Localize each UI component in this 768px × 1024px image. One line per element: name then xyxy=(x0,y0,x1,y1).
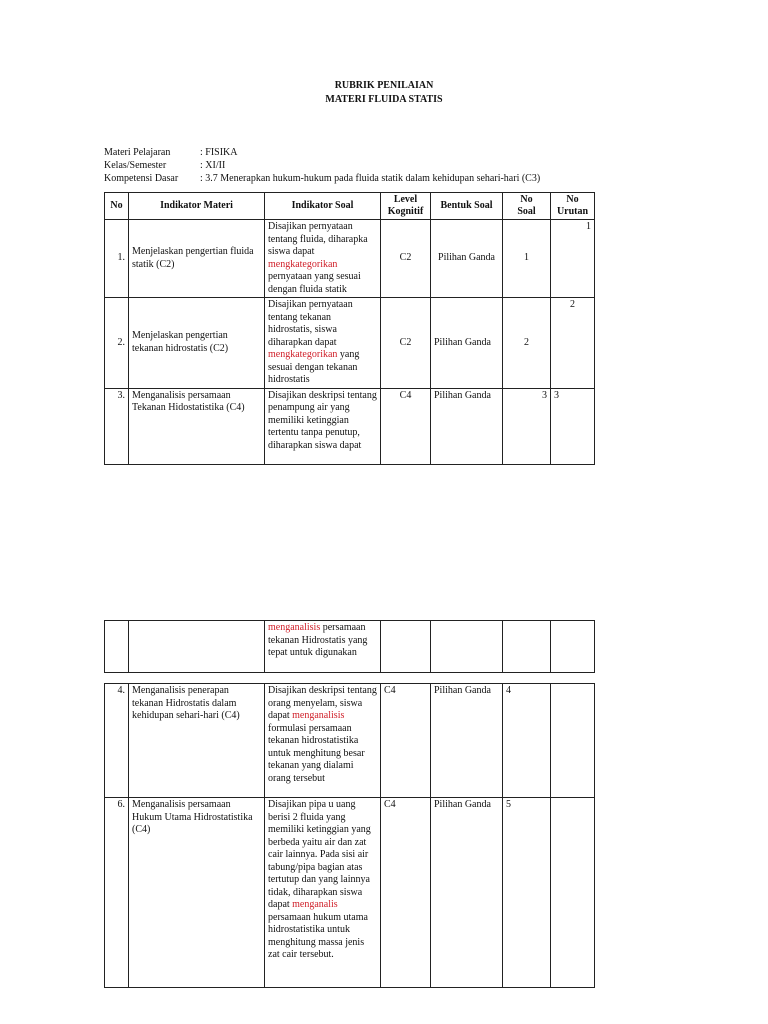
row-no: 1. xyxy=(105,220,129,298)
table-row xyxy=(105,621,595,673)
meta-competency-value: : 3.7 Menerapkan hukum-hukum pada fluida statik dalam kehidupan sehari-hari (C3) xyxy=(200,173,541,184)
row-indikator-materi: Menjelaskan pengertian tekanan hidrostatis (C2) xyxy=(129,298,265,389)
rubric-table-part-2 xyxy=(104,683,595,988)
meta-competency xyxy=(104,172,540,185)
row-no-soal: 2 xyxy=(503,298,551,389)
meta-subject-label: Materi Pelajaran xyxy=(104,147,171,158)
row-no-soal: 3 xyxy=(503,388,551,464)
row-bentuk-soal: Pilihan Ganda xyxy=(431,798,503,988)
row-level: C2 xyxy=(381,298,431,389)
row-indikator-materi: Menganalisis penerapan tekanan Hidrostatis dalam kehidupan sehari-hari (C4) xyxy=(129,684,265,798)
row-indikator-soal: menganalisis persamaan tekanan Hidrostatis yang tepat untuk digunakan xyxy=(265,621,381,673)
row-level: C2 xyxy=(381,220,431,298)
meta-subject-value: : FISIKA xyxy=(200,147,238,158)
row-no-soal: 5 xyxy=(503,798,551,988)
table-row xyxy=(105,388,595,464)
row-no-urutan: 3 xyxy=(551,388,595,464)
header-bentuk-soal: Bentuk Soal xyxy=(431,193,503,220)
row-indikator-materi: Menganalisis persamaan Tekanan Hidostatistika (C4) xyxy=(129,388,265,464)
row-no: 6. xyxy=(105,798,129,988)
rubric-table xyxy=(104,192,595,465)
row-bentuk-soal: Pilihan Ganda xyxy=(431,388,503,464)
meta-class-label: Kelas/Semester xyxy=(104,160,167,171)
document-title: RUBRIK PENILAIAN xyxy=(334,80,434,91)
document-subtitle: MATERI FLUIDA STATIS xyxy=(325,94,443,105)
table-row xyxy=(105,798,595,988)
row-no-urutan: 1 xyxy=(551,220,595,298)
table-header-row xyxy=(105,193,595,220)
meta-class xyxy=(104,159,225,172)
row-no-soal: 1 xyxy=(503,220,551,298)
header-no: No xyxy=(105,193,129,220)
table-row xyxy=(105,684,595,798)
row-indikator-soal: Disajikan deskripsi tentang penampung air yang memiliki ketinggian tertentu tanpa penutup, diharapkan siswa dapat xyxy=(265,388,381,464)
row-no-soal: 4 xyxy=(503,684,551,798)
row-bentuk-soal: Pilihan Ganda xyxy=(431,220,503,298)
row-level: C4 xyxy=(381,684,431,798)
row-indikator-soal: Disajikan pipa u uang berisi 2 fluida yang memiliki ketinggian yang berbeda yaitu air dan zat cair lainnya. Pada sisi air tabung/pipa bagian atas tertutup dan yang lainnya tidak, diharapkan siswa dapat menganalis persamaan hukum utama hidrostatistika untuk menghitung massa jenis zat cair tersebut. xyxy=(265,798,381,988)
row-bentuk-soal: Pilihan Ganda xyxy=(431,684,503,798)
row-level: C4 xyxy=(381,798,431,988)
row-indikator-soal: Disajikan pernyataan tentang fluida, diharapka siswa dapat mengkategorikan pernyataan yang sesuai dengan fluida statik xyxy=(265,220,381,298)
meta-subject xyxy=(104,146,238,159)
meta-competency-label: Kompetensi Dasar xyxy=(104,173,179,184)
row-level: C4 xyxy=(381,388,431,464)
header-no-soal: No Soal xyxy=(503,193,551,220)
table-row xyxy=(105,298,595,389)
row-no: 2. xyxy=(105,298,129,389)
header-level-kognitif: Level Kognitif xyxy=(381,193,431,220)
header-no-urutan: No Urutan xyxy=(551,193,595,220)
row-indikator-soal: Disajikan pernyataan tentang tekanan hidrostatis, siswa diharapkan dapat mengkategorikan yang sesuai dengan tekanan hidrostatis xyxy=(265,298,381,389)
row-no: 4. xyxy=(105,684,129,798)
row-indikator-materi: Menganalisis persamaan Hukum Utama Hidrostatistika (C4) xyxy=(129,798,265,988)
row-no: 3. xyxy=(105,388,129,464)
header-indikator-materi: Indikator Materi xyxy=(129,193,265,220)
row-bentuk-soal: Pilihan Ganda xyxy=(431,298,503,389)
row-indikator-soal: Disajikan deskripsi tentang orang menyelam, siswa dapat menganalisis formulasi persamaan tekanan hidrostatistika untuk menghitung besar tekanan yang dialami orang tersebut xyxy=(265,684,381,798)
rubric-table-continuation xyxy=(104,620,595,673)
meta-class-value: : XI/II xyxy=(200,160,226,171)
header-indikator-soal: Indikator Soal xyxy=(265,193,381,220)
row-indikator-materi: Menjelaskan pengertian fluida statik (C2) xyxy=(129,220,265,298)
row-no-urutan: 2 xyxy=(551,298,595,389)
table-row xyxy=(105,220,595,298)
